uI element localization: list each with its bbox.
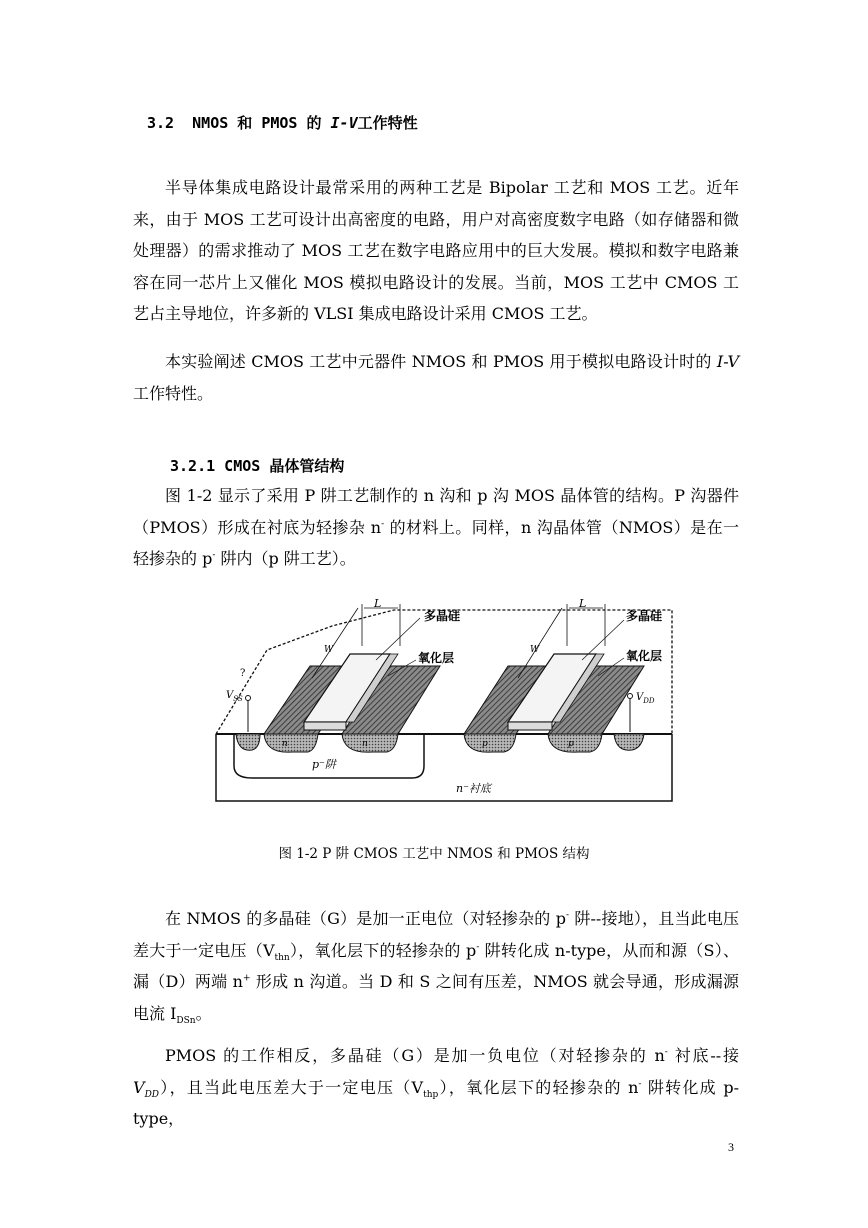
body-paragraph-pmos: PMOS 的工作相反，多晶硅（G）是加一负电位（对轻掺杂的 n- 衬底--接 $V_{DD}$），且当此电压差大于一定电压$(V_{thp})$，氧化层下的轻掺杂的 n- 阱转化成 p-type， xyxy=(133,1046,739,1128)
pmos-gate-side xyxy=(508,722,552,730)
nmos-drain xyxy=(342,734,398,752)
body-paragraph-nmos: 在 NMOS 的多晶硅（G）是加一正电位（对轻掺杂的 p- 阱--接地），且当此电压差大于一定电压$(V_{thn})$，氧化层下的轻掺杂的 p- 阱转化成 n-type，从而和源（S）、漏（D）两端 n+ 形成 n 沟道。当 D 和 S 之间有压差，NMOS 就会导通，形成漏源电流 $I_{DSn}$。 xyxy=(133,909,739,1026)
label-l2: L xyxy=(579,597,587,610)
subsection-paragraph: 图 1-2 显示了采用 P 阱工艺制作的 n 沟和 p 沟 MOS 晶体管的结构。P 沟器件（PMOS）形成在衬底为轻掺杂 n- 的材料上。同样，n 沟晶体管（NMOS）是在一轻掺杂的 p- 阱内（p 阱工艺）。 xyxy=(133,486,739,568)
label-p1: p xyxy=(482,739,488,749)
section-title-a: NMOS 和 PMOS 的 xyxy=(192,114,322,132)
section-heading xyxy=(147,112,753,133)
section-number: 3.2 xyxy=(147,114,175,132)
label-pwell: p⁻阱 xyxy=(312,758,336,771)
label-oxide1: 氧化层 xyxy=(418,651,455,665)
figure-caption: 图 1-2 P 阱 CMOS 工艺中 NMOS 和 PMOS 结构 xyxy=(278,846,590,862)
pmos-drain xyxy=(548,734,602,752)
nmos-gate-side xyxy=(304,722,346,730)
label-w2: W xyxy=(530,645,540,655)
page-number: 3 xyxy=(728,1140,734,1154)
subsection-heading: 3.2.1 CMOS 晶体管结构 xyxy=(170,457,345,475)
cmos-structure-figure xyxy=(212,596,678,814)
label-poly1: 多晶硅 xyxy=(424,609,461,623)
intro-paragraph-1: 半导体集成电路设计最常采用的两种工艺是 Bipolar 工艺和 MOS 工艺。近年来，由于 MOS 工艺可设计出高密度的电路，用户对高密度数字电路（如存储器和微处理器）的需求推动了 MOS 工艺在数字电路应用中的巨大发展。模拟和数字电路兼容在同一芯片上又催化 MOS 模拟电路设计的发展。当前，MOS 工艺中 CMOS 工艺占主导地位，许多新的 VLSI 集成电路设计采用 CMOS 工艺。 xyxy=(133,178,739,323)
vss-contact-diffusion xyxy=(236,734,260,750)
label-poly2: 多晶硅 xyxy=(626,609,663,623)
label-oxide2: 氧化层 xyxy=(626,649,663,663)
section-title-b: 工作特性 xyxy=(357,114,418,132)
nmos-source xyxy=(264,734,318,752)
label-nsub: n⁻衬底 xyxy=(456,782,491,795)
label-mark: ? xyxy=(240,668,246,679)
label-p2: p xyxy=(568,739,574,749)
vdd-contact-diffusion xyxy=(614,734,644,750)
label-w1: W xyxy=(324,645,334,655)
label-n1: n xyxy=(282,739,288,749)
label-vss: $V_{SS}$ xyxy=(226,690,243,703)
intro-paragraph-2: 本实验阐述 CMOS 工艺中元器件 NMOS 和 PMOS 用于模拟电路设计时的 I-V 工作特性。 xyxy=(133,352,739,403)
label-vdd: $V_{DD}$ xyxy=(636,692,655,705)
section-title-iv: I-V xyxy=(330,114,358,132)
pmos-source xyxy=(464,734,516,752)
label-n2: n xyxy=(362,739,368,749)
label-l1: L xyxy=(374,597,382,610)
